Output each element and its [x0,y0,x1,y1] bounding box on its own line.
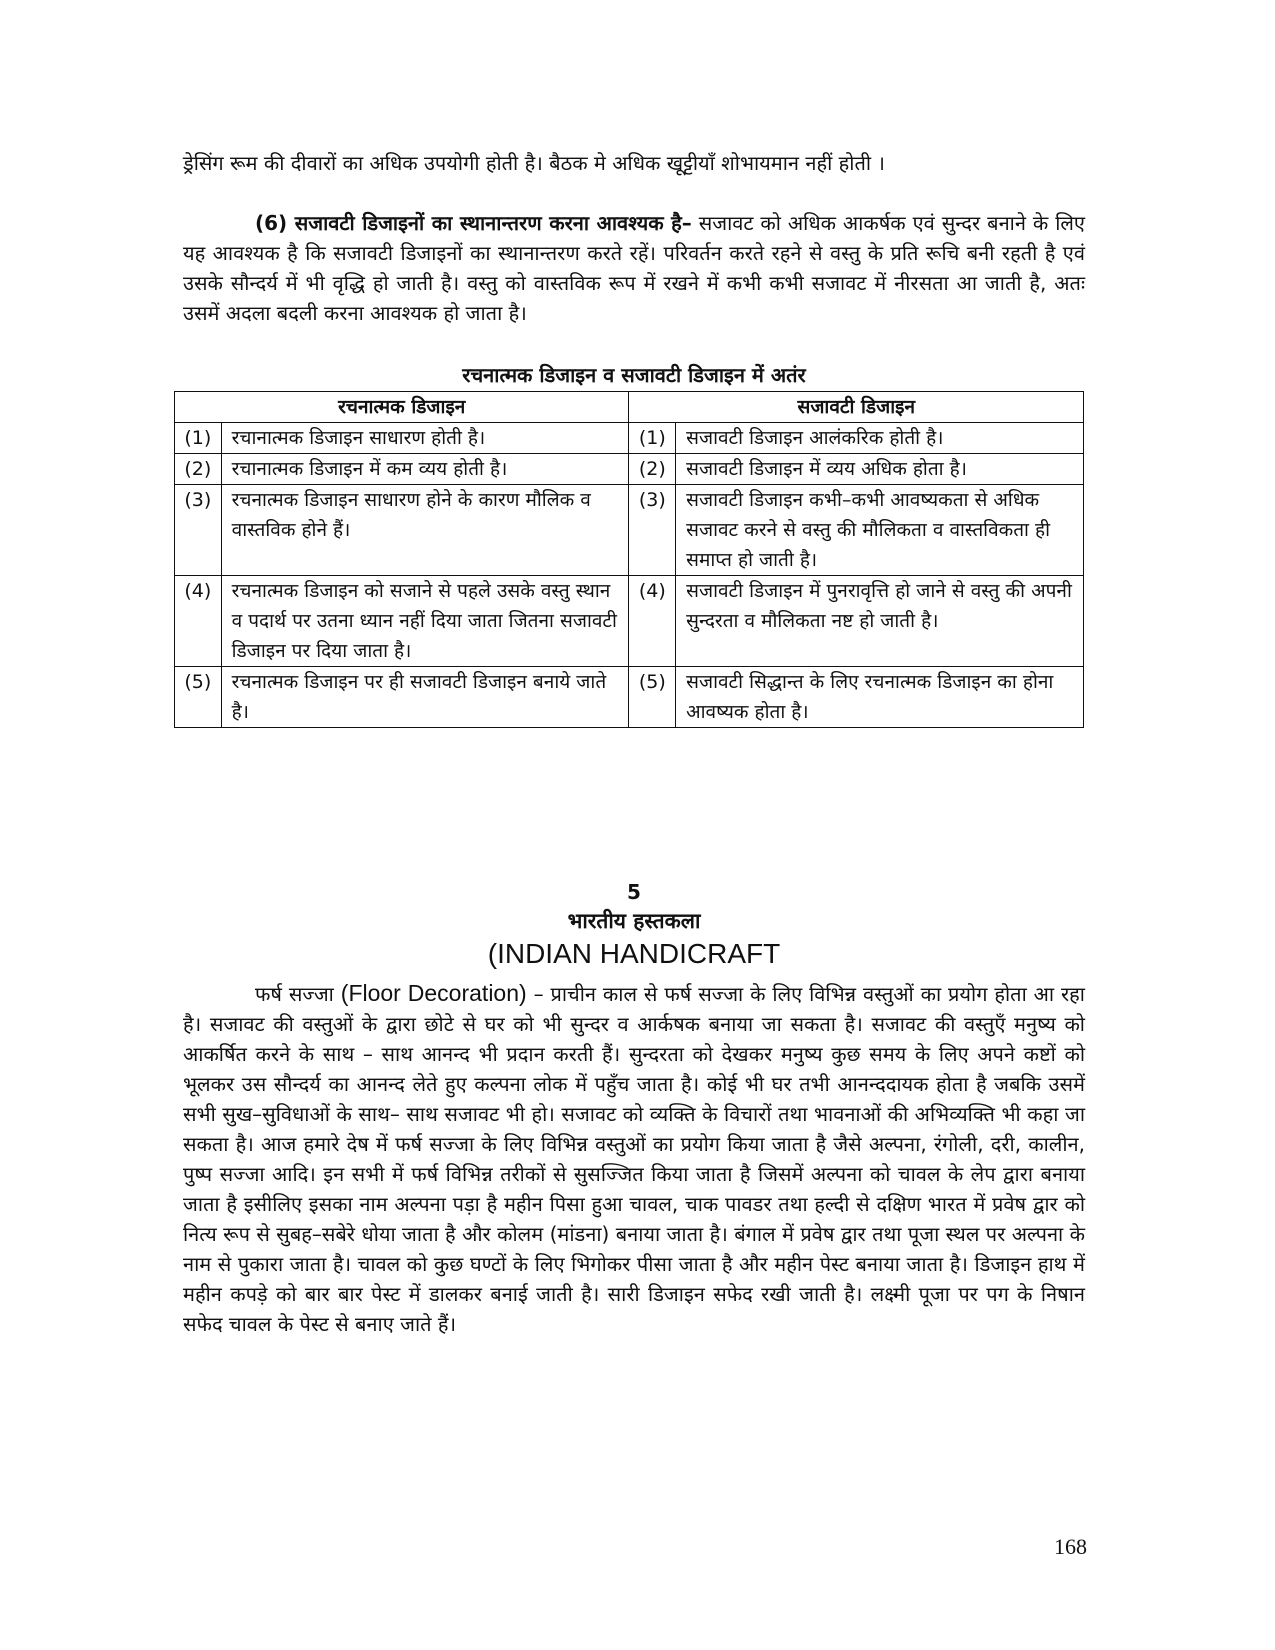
row-text-left: रचानात्मक डिजाइन में कम व्यय होती है। [221,454,629,485]
chapter-title: भारतीय हस्तकला [567,909,701,933]
table-row [175,454,1084,485]
table-row [175,667,1084,728]
section-6-body: सजावट को अधिक आकर्षक एवं सुन्दर बनाने के लिए यह आवश्यक है कि सजावटी डिजाइनों का स्थानान्तरण करते रहें। परिवर्तन करते रहने से वस्तु के प्रति रूचि बनी रहती है एवं उसके सौन्दर्य में भी वृद्धि हो जाती है। वस्तु को वास्तविक रूप में रखने में कभी कभी सजावट में नीरसता आ जाती है, अतः उसमें अदला बदली करना आवश्यक हो जाता है। [183,211,1085,325]
chapter-subtitle: (INDIAN HANDICRAFT [487,938,781,969]
row-text-left: रचानात्मक डिजाइन साधारण होती है। [221,423,629,454]
row-number-right: (5) [629,667,676,728]
row-number-right: (1) [629,423,676,454]
row-number-right: (3) [629,485,676,576]
row-text-left: रचनात्मक डिजाइन को सजाने से पहले उसके वस्तु स्थान व पदार्थ पर उतना ध्यान नहीं दिया जाता जितना सजावटी डिजाइन पर दिया जाता है। [221,576,629,667]
row-number-left: (5) [175,667,222,728]
table-row [175,485,1084,576]
row-text-right: सजावटी डिजाइन में पुनरावृत्ति हो जाने से वस्तु की अपनी सुन्दरता व मौलिकता नष्ट हो जाती है। [676,576,1084,667]
row-number-left: (2) [175,454,222,485]
table-row [175,576,1084,667]
header-decorative-design: सजावटी डिजाइन [629,392,1084,423]
row-text-right: सजावटी डिजाइन में व्यय अधिक होता है। [676,454,1084,485]
row-text-right: सजावटी डिजाइन आलंकरिक होती है। [676,423,1084,454]
row-text-right: सजावटी सिद्धान्त के लिए रचनात्मक डिजाइन का होना आवष्यक होता है। [676,667,1084,728]
section-6-heading: (6) सजावटी डिजाइनों का स्थानान्तरण करना आवश्यक है– [255,211,692,235]
row-number-right: (4) [629,576,676,667]
row-number-left: (4) [175,576,222,667]
paragraph-continued: ड्रेसिंग रूम की दीवारों का अधिक उपयोगी होती है। बैठक मे अधिक खूट्टीयाँ शोभायमान नहीं होती । [183,151,885,175]
comparison-table [174,391,1084,728]
table-title: रचनात्मक डिजाइन व सजावटी डिजाइन में अतंर [462,363,806,387]
row-text-left: रचनात्मक डिजाइन पर ही सजावटी डिजाइन बनाये जाते है। [221,667,629,728]
row-number-left: (3) [175,485,222,576]
page-number: 168 [1054,1534,1087,1559]
row-number-left: (1) [175,423,222,454]
table-row [175,423,1084,454]
chapter-number: 5 [627,880,641,904]
paragraph-section-6 [183,208,1085,328]
header-constructive-design: रचनात्मक डिजाइन [175,392,629,423]
floor-decoration-body: – प्राचीन काल से फर्ष सज्जा के लिए विभिन्न वस्तुओं का प्रयोग होता आ रहा है। सजावट की वस्तुओं के द्वारा छोटे से घर को भी सुन्दर व आर्कषक बनाया जा सकता है। सजावट की वस्तुएँ मनुष्य को आकर्षित करने के साथ – साथ आनन्द भी प्रदान करती हैं। सुन्दरता को देखकर मनुष्य कुछ समय के लिए अपने कष्टों को भूलकर उस सौन्दर्य का आनन्द लेते हुए कल्पना लोक में पहुँच जाता है। कोई भी घर तभी आनन्ददायक होता है जबकि उसमें सभी सुख–सुविधाओं के साथ– साथ सजावट भी हो। सजावट को व्यक्ति के विचारों तथा भावनाओं की अभिव्यक्ति भी कहा जा सकता है। आज हमारे देष में फर्ष सज्जा के लिए विभिन्न वस्तुओं का प्रयोग किया जाता है जैसे अल्पना, रंगोली, दरी, कालीन, पुष्प सज्जा आदि। इन सभी में फर्ष विभिन्न तरीकों से सुसज्जित किया जाता है जिसमें अल्पना को चावल के लेप द्वारा बनाया जाता है इसीलिए इसका नाम अल्पना पड़ा है महीन पिसा हुआ चावल, चाक पावडर तथा हल्दी से दक्षिण भारत में प्रवेष द्वार को नित्य रूप से सुबह–सबेरे धोया जाता है और कोलम (मांडना) बनाया जाता है। बंगाल में प्रवेष द्वार तथा पूजा स्थल पर अल्पना के नाम से पुकारा जाता है। चावल को कुछ घण्टों के लिए भिगोकर पीसा जाता है और महीन पेस्ट बनाया जाता है। डिजाइन हाथ में महीन कपड़े को बार बार पेस्ट में डालकर बनाई जाती है। सारी डिजाइन सफेद रखी जाती है। लक्ष्मी पूजा पर पग के निषान सफेद चावल के पेस्ट से बनाए जाते हैं। [183,982,1085,1336]
table-header-row [175,392,1084,423]
floor-decoration-prefix: फर्ष सज्जा [255,982,341,1006]
floor-decoration-english: (Floor Decoration) [340,980,527,1006]
row-number-right: (2) [629,454,676,485]
paragraph-floor-decoration [183,978,1085,1339]
row-text-right: सजावटी डिजाइन कभी–कभी आवष्यकता से अधिक सजावट करने से वस्तु की मौलिकता व वास्तविकता ही समाप्त हो जाती है। [676,485,1084,576]
row-text-left: रचनात्मक डिजाइन साधारण होने के कारण मौलिक व वास्तविक होने हैं। [221,485,629,576]
